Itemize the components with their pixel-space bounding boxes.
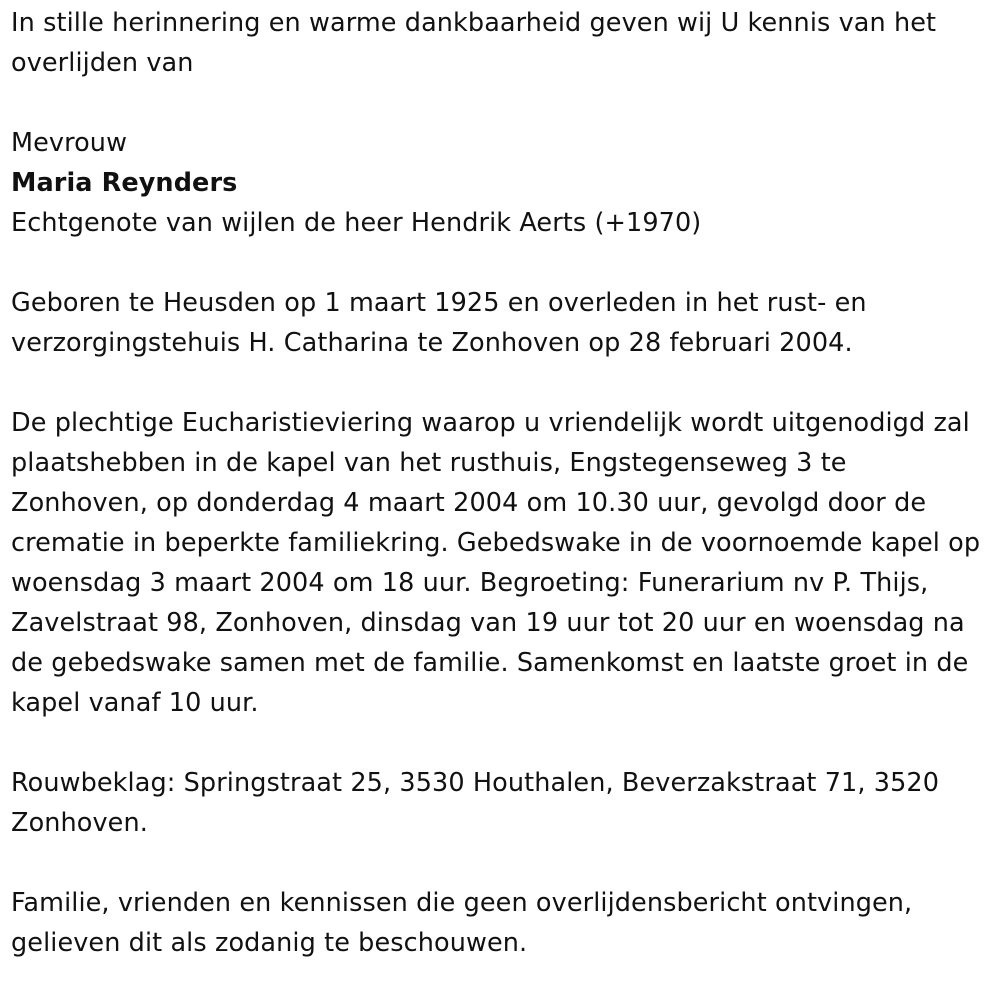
intro-paragraph: In stille herinnering en warme dankbaarheid geven wij U kennis van het overlijden van	[11, 8, 937, 78]
spouse-line: Echtgenote van wijlen de heer Hendrik Aerts (+1970)	[11, 208, 702, 238]
birth-death-paragraph: Geboren te Heusden op 1 maart 1925 en overleden in het rust- en verzorgingstehuis H. Catharina te Zonhoven op 28 februari 2004.	[11, 288, 867, 358]
closing-paragraph: Familie, vrienden en kennissen die geen overlijdensbericht ontvingen, gelieven dit als zodanig te beschouwen.	[11, 888, 913, 958]
deceased-name: Maria Reynders	[11, 168, 238, 198]
condolences-paragraph: Rouwbeklag: Springstraat 25, 3530 Houthalen, Beverzakstraat 71, 3520 Zonhoven.	[11, 768, 940, 838]
obituary-document	[11, 3, 986, 963]
salutation: Mevrouw	[11, 128, 128, 158]
ceremony-paragraph: De plechtige Eucharistieviering waarop u vriendelijk wordt uitgenodigd zal plaatshebben in de kapel van het rusthuis, Engstegenseweg 3 te Zonhoven, op donderdag 4 maart 2004 om 10.30 uur, gevolgd door de crematie in beperkte familiekring. Gebedswake in de voornoemde kapel op woensdag 3 maart 2004 om 18 uur. Begroeting: Funerarium nv P. Thijs, Zavelstraat 98, Zonhoven, dinsdag van 19 uur tot 20 uur en woensdag na de gebedswake samen met de familie. Samenkomst en laatste groet in de kapel vanaf 10 uur.	[11, 408, 981, 718]
